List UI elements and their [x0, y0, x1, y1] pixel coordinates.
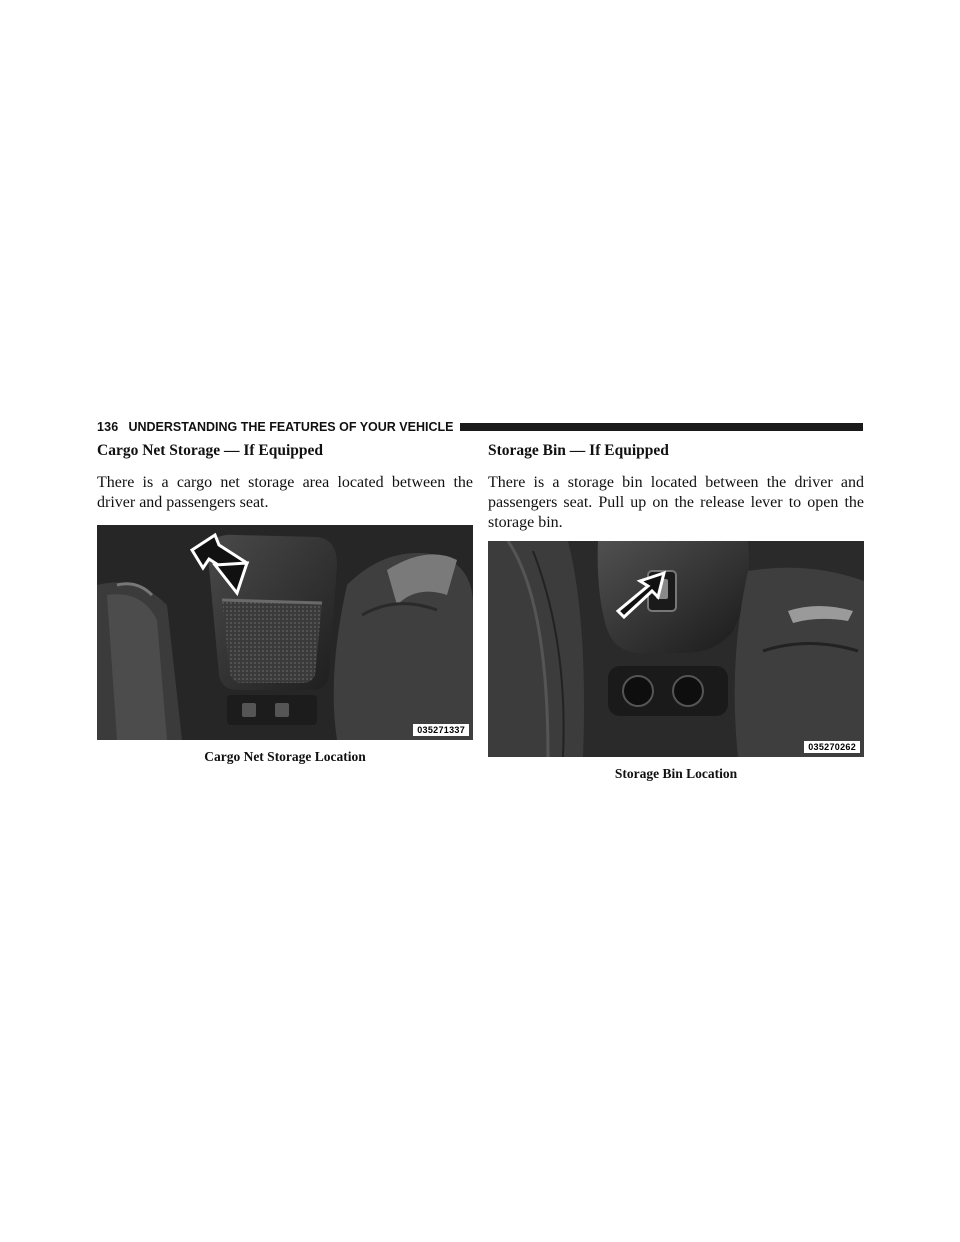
cargo-net-body: There is a cargo net storage area located between the driver and passengers seat.	[97, 474, 473, 511]
cargo-net-heading: Cargo Net Storage — If Equipped	[97, 442, 324, 459]
page-header	[97, 419, 863, 435]
storage-bin-image-id: 035270262	[804, 741, 860, 753]
cargo-net-photo	[97, 525, 473, 740]
page-number: 136	[97, 420, 119, 434]
storage-bin-illustration	[488, 541, 864, 757]
storage-bin-caption: Storage Bin Location	[614, 766, 738, 781]
cargo-net-image-id: 035271337	[413, 724, 469, 736]
storage-bin-photo	[488, 541, 864, 757]
cargo-net-caption: Cargo Net Storage Location	[204, 749, 366, 764]
storage-bin-section	[488, 441, 864, 782]
storage-bin-body: There is a storage bin located between the driver and passengers seat. Pull up on the release lever to open the storage bin.	[488, 474, 864, 531]
header-rule	[460, 423, 864, 431]
cargo-net-section	[97, 441, 473, 765]
cargo-net-illustration	[97, 525, 473, 740]
storage-bin-heading: Storage Bin — If Equipped	[488, 442, 669, 459]
section-title: UNDERSTANDING THE FEATURES OF YOUR VEHICLE	[128, 420, 454, 434]
